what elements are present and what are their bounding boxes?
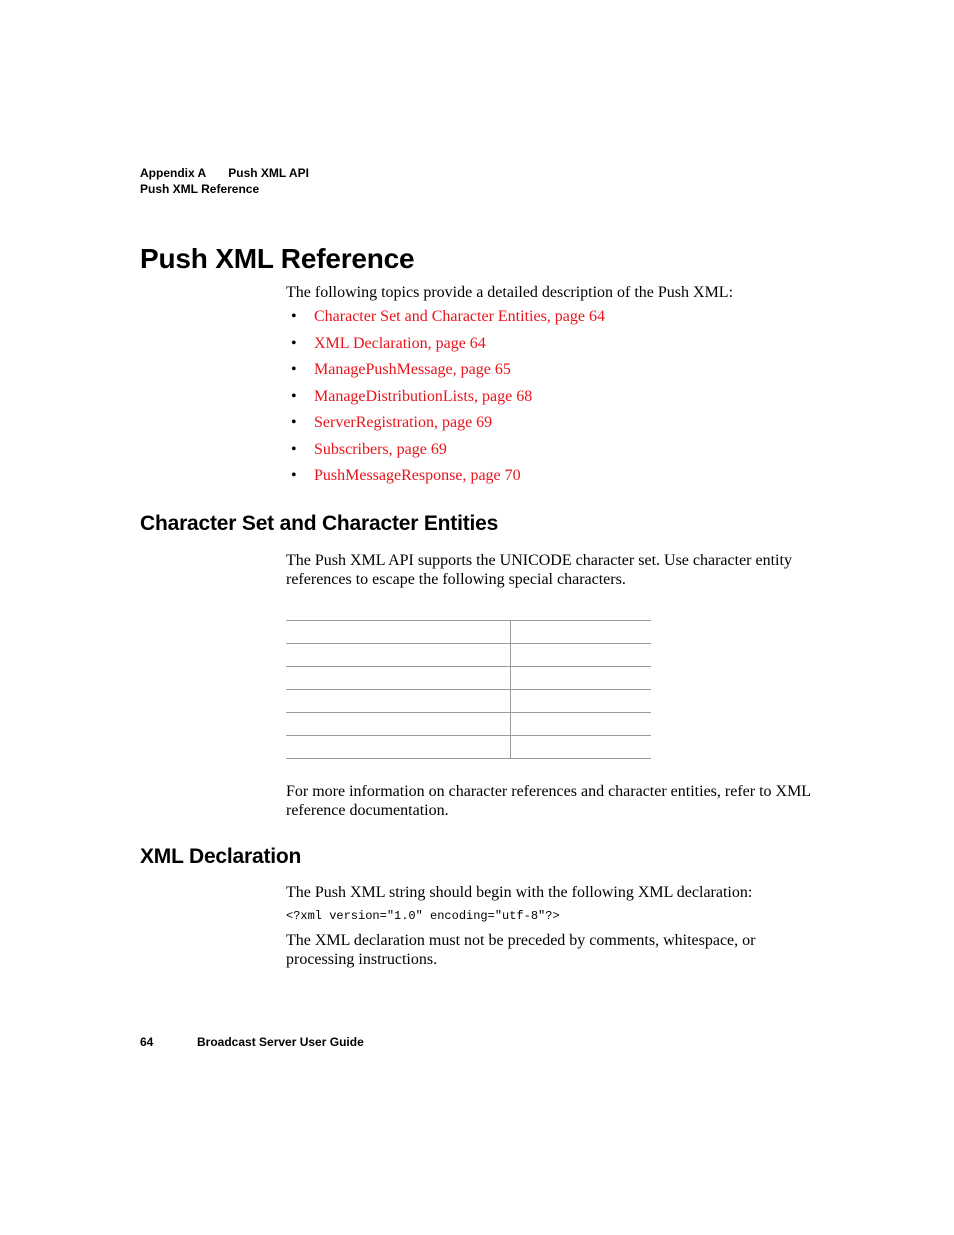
table-cell [286,736,511,759]
bullet-icon: • [291,361,297,378]
list-item [286,413,605,440]
bullet-icon: • [291,414,297,431]
list-item [286,466,605,493]
list-item [286,334,605,361]
xml-declaration-code: <?xml version="1.0" encoding="utf-8"?> [286,909,560,923]
list-item [286,307,605,334]
intro-paragraph: The following topics provide a detailed description of the Push XML: [286,284,734,301]
xml-declaration-note: The XML declaration must not be preceded by comments, whitespace, or processing instructions. [286,932,756,968]
table-cell [511,713,652,736]
table-cell [286,667,511,690]
page-footer [140,1035,364,1049]
topic-link-subscribers[interactable]: Subscribers, page 69 [314,440,447,458]
table-row [286,667,651,690]
table-row [286,621,651,644]
list-item [286,387,605,414]
bullet-icon: • [291,440,297,458]
bullet-icon: • [291,334,297,352]
table-cell [286,644,511,667]
running-header-chapter [140,165,309,181]
bullet-icon: • [291,308,297,325]
page-number: 64 [140,1035,154,1049]
list-item [286,440,605,467]
section-heading-xml-declaration: XML Declaration [140,845,302,868]
running-header-appendix: Appendix A [140,166,207,180]
table-row [286,713,651,736]
topic-link-server-registration[interactable]: ServerRegistration, page 69 [314,414,493,431]
topic-link-character-set[interactable]: Character Set and Character Entities, page 64 [314,308,605,325]
table-cell [511,690,652,713]
charset-paragraph: The Push XML API supports the UNICODE character set. Use character entity references to escape the following special characters. [286,552,792,588]
table-cell [286,713,511,736]
character-entity-table [286,620,651,759]
running-header [140,165,309,197]
page-title: Push XML Reference [140,243,415,274]
table-cell [511,644,652,667]
charset-reference-paragraph: For more information on character references and character entities, refer to XML reference documentation. [286,783,811,819]
bullet-icon: • [291,467,297,484]
table-cell [511,736,652,759]
topic-link-xml-declaration[interactable]: XML Declaration, page 64 [314,334,486,352]
topic-list [286,307,605,493]
topic-link-manage-distribution-lists[interactable]: ManageDistributionLists, page 68 [314,387,533,405]
table-row [286,690,651,713]
xml-declaration-paragraph: The Push XML string should begin with the following XML declaration: [286,884,753,901]
table-row [286,736,651,759]
table-row [286,644,651,667]
running-header-chapter-title: Push XML API [228,166,309,180]
list-item [286,360,605,387]
table-cell [511,621,652,644]
table-cell [511,667,652,690]
topic-link-push-message-response[interactable]: PushMessageResponse, page 70 [314,467,521,484]
section-heading-character-set: Character Set and Character Entities [140,512,499,535]
table-cell [286,690,511,713]
topic-link-manage-push-message[interactable]: ManagePushMessage, page 65 [314,361,511,378]
table-cell [286,621,511,644]
bullet-icon: • [291,387,297,405]
running-header-section: Push XML Reference [140,182,260,196]
guide-title: Broadcast Server User Guide [197,1035,364,1049]
